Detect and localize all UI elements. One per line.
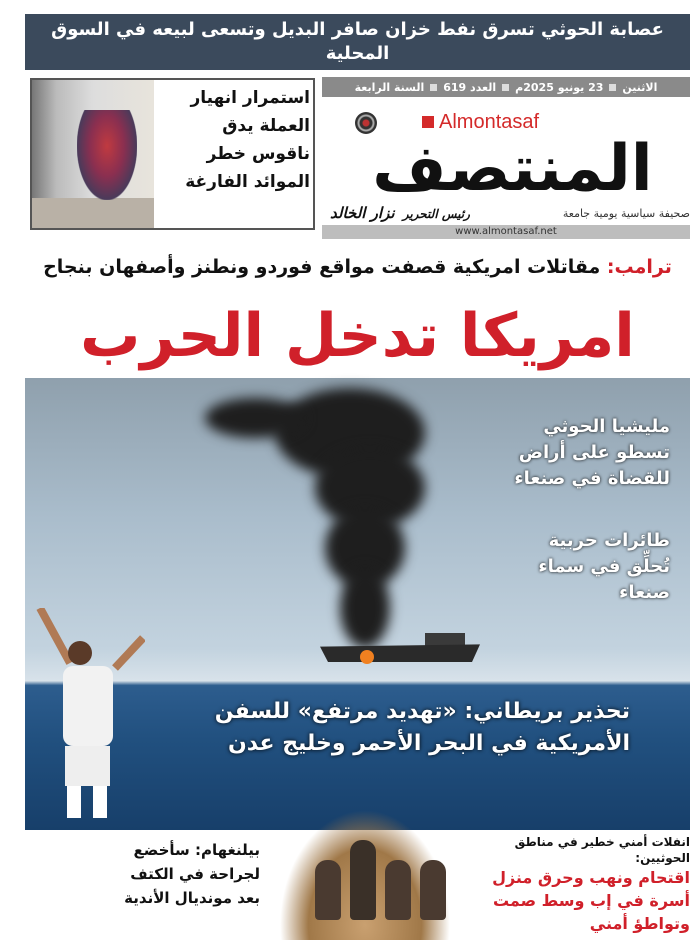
logo-arabic: المنتصف bbox=[372, 132, 653, 206]
target-icon bbox=[355, 112, 377, 134]
subheadline[interactable] bbox=[25, 252, 690, 282]
editor-name: نزار الخالد bbox=[330, 204, 395, 222]
ibb-kicker: انفلات أمني خطير في مناطق الحوثيين: bbox=[514, 835, 690, 865]
fighters-photo bbox=[265, 790, 465, 940]
warning-headline[interactable]: تحذير بريطاني: «تهديد مرتفع» للسفن الأمريكية في البحر الأحمر وخليج عدن bbox=[214, 699, 630, 756]
bellingham-story[interactable]: بيلنغهام: سأخضع لجراحة في الكتف بعد مونديال الأندية bbox=[124, 841, 260, 907]
date: 23 يونيو 2025م bbox=[515, 80, 604, 94]
side-story-1[interactable]: مليشيا الحوثي تسطو على أراض للقضاة في صنعاء bbox=[514, 416, 670, 489]
year: السنة الرابعة bbox=[354, 80, 425, 94]
ibb-story[interactable] bbox=[475, 834, 690, 935]
subheadline-lead: ترامب: bbox=[606, 256, 672, 278]
masthead-logo bbox=[330, 100, 690, 204]
day: الاثنين bbox=[622, 80, 658, 94]
subheadline-text: مقاتلات امريكية قصفت مواقع فوردو ونطنز وأصفهان بنجاح bbox=[43, 256, 607, 278]
dateline bbox=[322, 77, 690, 97]
football-player bbox=[35, 608, 145, 818]
editor-credit bbox=[330, 204, 470, 222]
issue-number: العدد 619 bbox=[443, 80, 497, 94]
logo-english: Almontasaf bbox=[422, 110, 539, 134]
teaser-photo bbox=[32, 80, 154, 228]
main-headline[interactable]: امريكا تدخل الحرب bbox=[80, 301, 635, 371]
tagline: صحيفة سياسية يومية جامعة bbox=[562, 207, 690, 220]
ibb-headline: اقتحام ونهب وحرق منزل أسرة في إب وسط صمت وتواطؤ أمني bbox=[492, 868, 690, 933]
bottom-strip bbox=[25, 830, 690, 940]
side-story-2[interactable]: طائرات حربية تُحلِّق في سماء صنعاء bbox=[538, 530, 670, 603]
website-url[interactable]: www.almontasaf.net bbox=[322, 225, 690, 239]
hero-photo bbox=[25, 378, 690, 830]
teaser-story[interactable] bbox=[30, 78, 315, 230]
top-banner-headline[interactable]: عصابة الحوثي تسرق نفط خزان صافر البديل وتسعى لبيعه في السوق المحلية bbox=[25, 14, 690, 70]
teaser-headline[interactable]: استمرار انهيار العملة يدق ناقوس خطر الموائد الفارغة bbox=[185, 88, 310, 192]
editor-label: رئيس التحرير bbox=[402, 207, 470, 221]
